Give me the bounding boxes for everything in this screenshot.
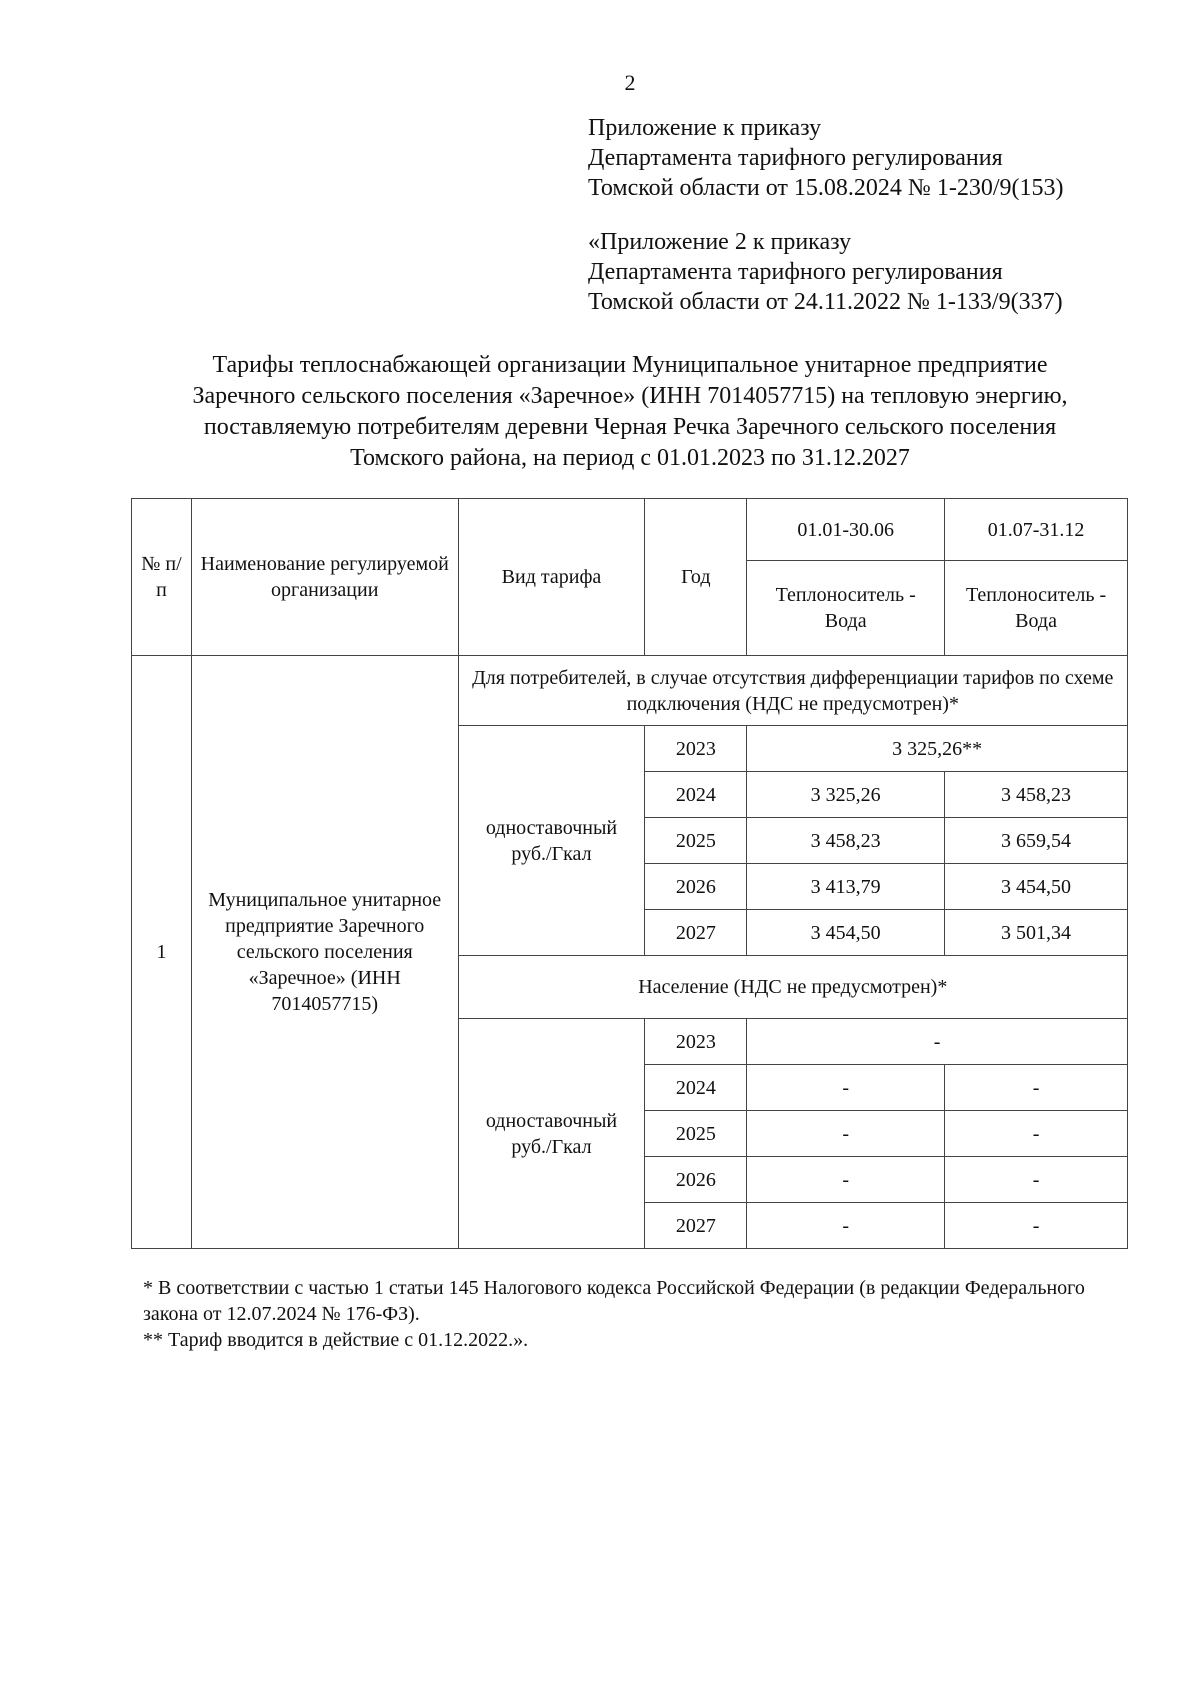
year-cell: 2024 bbox=[645, 1065, 747, 1111]
footnote-effective-date: ** Тариф вводится в действие с 01.12.2022.». bbox=[143, 1329, 529, 1351]
year-cell: 2023 bbox=[645, 1019, 747, 1065]
header-year: Год bbox=[645, 499, 747, 656]
tariff-value-h1: - bbox=[747, 1203, 945, 1249]
year-cell: 2024 bbox=[645, 772, 747, 818]
tariff-value-h1: - bbox=[747, 1157, 945, 1203]
header-num: № п/п bbox=[132, 499, 192, 656]
annex-line: Томской области от 24.11.2022 № 1-133/9(337) bbox=[588, 289, 1063, 315]
title-line: Заречного сельского поселения «Заречное» (ИНН 7014057715) на тепловую энергию, bbox=[192, 383, 1068, 409]
year-cell: 2025 bbox=[645, 1111, 747, 1157]
year-cell: 2027 bbox=[645, 910, 747, 956]
tariff-value-h1: - bbox=[747, 1111, 945, 1157]
section-title: Население (НДС не предусмотрен)* bbox=[458, 956, 1127, 1019]
organization-name: Муниципальное унитарное предприятие Заречного сельского поселения «Заречное» (ИНН 7014057715) bbox=[191, 656, 458, 1249]
tariff-value-h2: - bbox=[945, 1203, 1128, 1249]
annex-line: Приложение к приказу bbox=[588, 115, 822, 141]
tariff-value-h2: 3 454,50 bbox=[945, 864, 1128, 910]
annex-line: Департамента тарифного регулирования bbox=[588, 259, 1003, 285]
tariff-value-h1: 3 325,26 bbox=[747, 772, 945, 818]
header-carrier-2: Теплоноситель - Вода bbox=[945, 561, 1128, 656]
section-title: Для потребителей, в случае отсутствия дифференциации тарифов по схеме подключения (НДС не предусмотрен)* bbox=[458, 656, 1127, 726]
tariff-type-cell: одноставочный руб./Гкал bbox=[458, 1019, 645, 1249]
tariff-value-h1: 3 454,50 bbox=[747, 910, 945, 956]
tariff-value-merged: 3 325,26** bbox=[747, 726, 1128, 772]
annex-current-order bbox=[588, 113, 1063, 203]
footnote-vat: * В соответствии с частью 1 статьи 145 Налогового кодекса Российской Федерации (в редакции Федерального закона от 12.07.2024 № 176-ФЗ). bbox=[143, 1277, 1085, 1325]
year-cell: 2027 bbox=[645, 1203, 747, 1249]
tariff-value-h1: - bbox=[747, 1065, 945, 1111]
annex-line: «Приложение 2 к приказу bbox=[588, 229, 852, 255]
tariff-value-h2: 3 501,34 bbox=[945, 910, 1128, 956]
tariff-value-h2: 3 458,23 bbox=[945, 772, 1128, 818]
title-line: Тарифы теплоснабжающей организации Муниципальное унитарное предприятие bbox=[212, 352, 1048, 378]
page-number: 2 bbox=[624, 70, 636, 95]
year-cell: 2026 bbox=[645, 864, 747, 910]
tariff-value-merged: - bbox=[747, 1019, 1128, 1065]
title-line: Томского района, на период с 01.01.2023 по 31.12.2027 bbox=[350, 445, 910, 471]
annex-previous-order bbox=[588, 227, 1063, 317]
tariff-type-cell: одноставочный руб./Гкал bbox=[458, 726, 645, 956]
tariff-table bbox=[131, 498, 1128, 1249]
header-period-1: 01.01-30.06 bbox=[747, 499, 945, 561]
header-carrier-1: Теплоноситель - Вода bbox=[747, 561, 945, 656]
footnotes bbox=[143, 1275, 1128, 1353]
tariff-value-h2: - bbox=[945, 1157, 1128, 1203]
annex-line: Департамента тарифного регулирования bbox=[588, 145, 1003, 171]
tariff-value-h2: - bbox=[945, 1111, 1128, 1157]
document-title bbox=[120, 350, 1140, 474]
row-number: 1 bbox=[132, 656, 192, 1249]
header-org: Наименование регулируемой организации bbox=[191, 499, 458, 656]
header-period-2: 01.07-31.12 bbox=[945, 499, 1128, 561]
tariff-value-h2: 3 659,54 bbox=[945, 818, 1128, 864]
year-cell: 2025 bbox=[645, 818, 747, 864]
annex-line: Томской области от 15.08.2024 № 1-230/9(153) bbox=[588, 175, 1064, 201]
tariff-value-h1: 3 413,79 bbox=[747, 864, 945, 910]
header-tariff-type: Вид тарифа bbox=[458, 499, 645, 656]
tariff-value-h2: - bbox=[945, 1065, 1128, 1111]
year-cell: 2023 bbox=[645, 726, 747, 772]
year-cell: 2026 bbox=[645, 1157, 747, 1203]
title-line: поставляемую потребителям деревни Черная Речка Заречного сельского поселения bbox=[203, 414, 1057, 440]
tariff-value-h1: 3 458,23 bbox=[747, 818, 945, 864]
